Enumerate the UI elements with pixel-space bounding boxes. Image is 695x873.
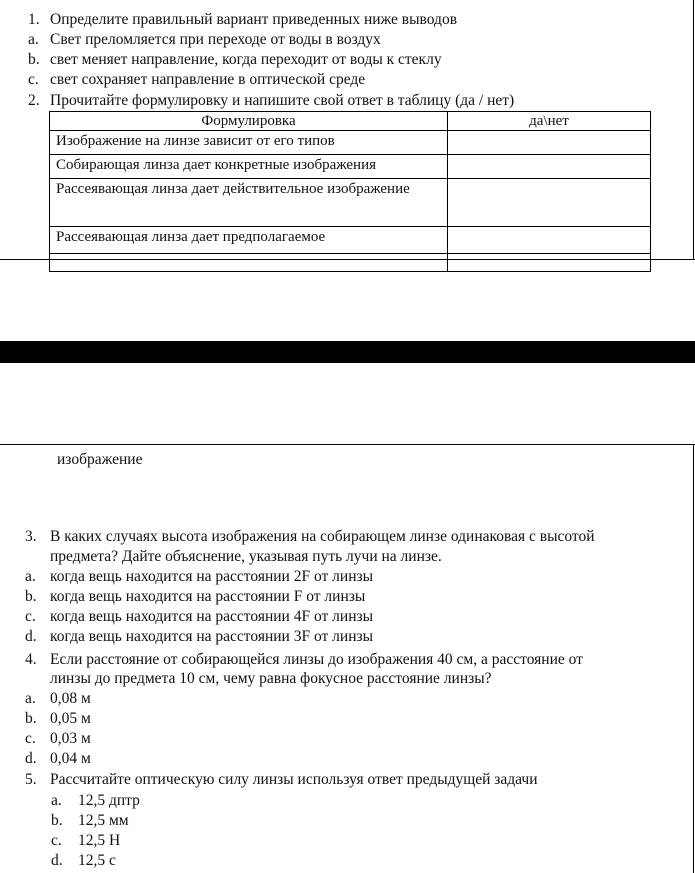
question-3-option-b: b. когда вещь находится на расстоянии F от линзы	[25, 588, 366, 605]
question-4-option-b: b. 0,05 м	[25, 710, 91, 727]
question-3-option-d: d. когда вещь находится на расстоянии 3F от линзы	[25, 628, 374, 645]
page-divider-band	[0, 341, 695, 363]
table-header-row	[50, 112, 651, 131]
question-3-line-2: предмета? Дайте объяснение, указывая путь лучи на линзе.	[50, 548, 442, 565]
question-3: 3. В каких случаях высота изображения на собирающем линзе одинаковая с высотой	[25, 528, 595, 545]
table-cell-answer[interactable]	[448, 155, 651, 179]
question-5-option-c: c. 12,5 Н	[51, 832, 121, 849]
table-header-answer: да\нет	[448, 112, 651, 131]
table-header-statement: Формулировка	[50, 112, 448, 131]
question-1-option-b: b. свет меняет направление, когда переходит от воды к стеклу	[28, 51, 442, 68]
table-cell-statement: Изображение на линзе зависит от его типов	[50, 131, 448, 155]
table-cell-answer[interactable]	[448, 254, 651, 272]
question-3-option-a: a. когда вещь находится на расстоянии 2F от линзы	[25, 568, 374, 585]
table-cell-answer[interactable]	[448, 131, 651, 155]
question-4-line-2: линзы до предмета 10 см, чему равна фокусное расстояние линзы?	[50, 670, 492, 687]
question-2: 2. Прочитайте формулировку и напишите свой ответ в таблицу (да / нет)	[28, 92, 515, 109]
table-row	[50, 131, 651, 155]
table-row	[50, 254, 651, 272]
question-5-option-b: b. 12,5 мм	[51, 812, 129, 829]
table-cell-answer[interactable]	[448, 179, 651, 227]
question-5-option-d: d. 12,5 с	[51, 852, 116, 869]
table-cell-statement: Рассеявающая линза дает действительное изображение	[50, 179, 448, 227]
page-1-right-border	[693, 0, 694, 260]
table-row	[50, 155, 651, 179]
continuation-text: изображение	[57, 451, 143, 468]
question-5: 5. Рассчитайте оптическую силу линзы используя ответ предыдущей задачи	[25, 771, 538, 788]
question-4: 4. Если расстояние от собирающейся линзы до изображения 40 см, а расстояние от	[25, 651, 583, 668]
page-2-right-border	[693, 444, 694, 873]
table-cell-statement: Собирающая линза дает конкретные изображения	[50, 155, 448, 179]
table-cell-statement	[50, 254, 448, 272]
question-4-option-a: a. 0,08 м	[25, 690, 91, 707]
table-row	[50, 179, 651, 227]
question-4-option-c: c. 0,03 м	[25, 730, 91, 747]
question-1: 1. Определите правильный вариант приведенных ниже выводов	[28, 11, 458, 28]
question-5-option-a: a. 12,5 дптр	[51, 792, 140, 809]
table-cell-statement: Рассеявающая линза дает предполагаемое	[50, 227, 448, 254]
answer-table	[49, 111, 651, 272]
page-2-top-border	[0, 444, 695, 445]
table-cell-answer[interactable]	[448, 227, 651, 254]
question-4-option-d: d. 0,04 м	[25, 750, 91, 767]
question-1-option-c: c. свет сохраняет направление в оптической среде	[28, 71, 366, 88]
question-3-option-c: c. когда вещь находится на расстоянии 4F от линзы	[25, 608, 374, 625]
question-1-option-a: a. Свет преломляется при переходе от воды в воздух	[28, 31, 381, 48]
table-row	[50, 227, 651, 254]
